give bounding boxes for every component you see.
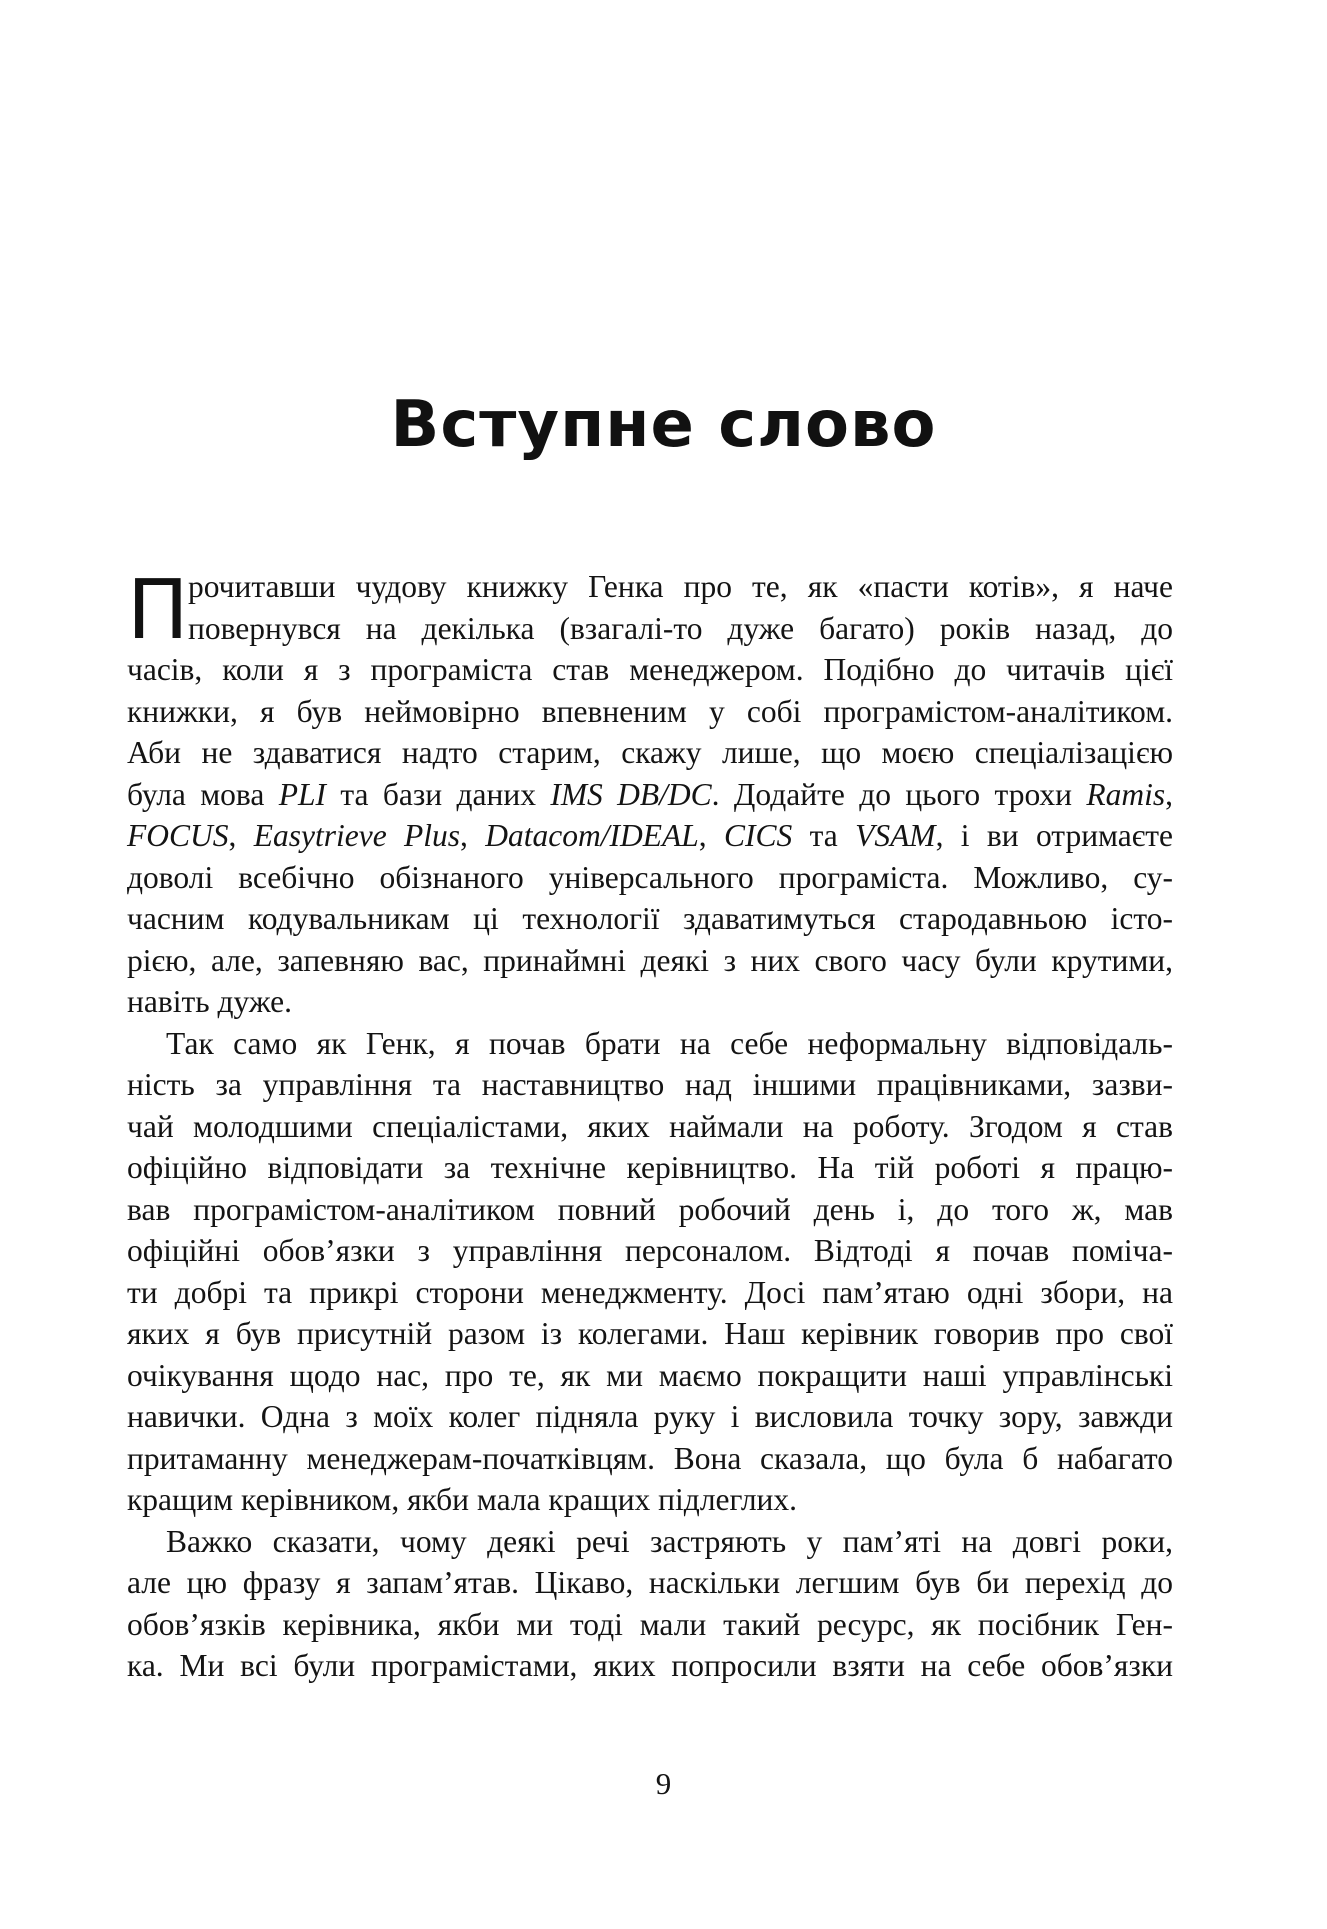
text-line: але цю фразу я запам’ятав. Цікаво, наскільки легшим був би перехід до <box>127 1565 1173 1600</box>
text-line: навіть дуже. <box>127 984 293 1019</box>
italic-term: Easytrieve Plus <box>253 818 461 853</box>
text-line: офіційні обов’язки з управління персоналом. Відтоді я почав поміча- <box>127 1233 1173 1268</box>
text-line: ність за управління та наставництво над іншими працівниками, зазви- <box>127 1067 1173 1102</box>
italic-term: IMS DB/DC <box>550 776 712 812</box>
paragraph-3 <box>127 1521 1173 1687</box>
italic-term: PLI <box>278 776 326 812</box>
text-line: Так само як Генк, я почав брати на себе неформальну відповідаль- <box>166 1025 1173 1061</box>
text-line: ка. Ми всі були програмістами, яких попросили взяти на себе обов’язки <box>127 1648 1173 1683</box>
text-line: повернувся на декілька (взагалі-то дуже багато) років назад, до <box>188 610 1173 646</box>
text-line: доволі всебічно обізнаного універсального програміста. Можливо, су- <box>127 859 1173 895</box>
page-number: 9 <box>655 1766 672 1801</box>
text-line: часним кодувальникам ці технології здаватимуться стародавньою істо- <box>127 901 1173 936</box>
text-line: навички. Одна з моїх колег підняла руку і висловила точку зору, завжди <box>127 1399 1173 1434</box>
italic-term: CICS <box>723 818 793 853</box>
chapter-title: Вступне слово <box>390 388 937 462</box>
text-line: була мова PLI та бази даних IMS DB/DC. Додайте до цього трохи Ramis, <box>127 776 1173 812</box>
text-line: книжки, я був неймовірно впевненим у собі програмістом-аналітиком. <box>127 693 1173 729</box>
text-line: чай молодшими спеціалістами, яких наймали на роботу. Згодом я став <box>127 1108 1173 1144</box>
italic-term: VSAM <box>855 818 936 853</box>
text-line: ти добрі та прикрі сторони менеджменту. Досі пам’ятаю одні збори, на <box>127 1274 1173 1310</box>
paragraph-1 <box>127 563 1174 1023</box>
text-line: рочитавши чудову книжку Генка про те, як «пасти котів», я наче <box>188 569 1173 604</box>
text-line: притаманну менеджерам-початківцям. Вона сказала, що була б набагато <box>127 1440 1173 1476</box>
text-line: офіційно відповідати за технічне керівництво. На тій роботі я працю- <box>127 1150 1173 1185</box>
text-line: кращим керівником, якби мала кращих підлеглих. <box>127 1482 798 1517</box>
text-line: очікування щодо нас, про те, як ми маємо покращити наші управлінські <box>127 1357 1173 1393</box>
drop-cap: П <box>127 563 189 658</box>
paragraph-2 <box>127 1023 1173 1521</box>
text-line: часів, коли я з програміста став менеджером. Подібно до читачів цієї <box>127 652 1173 687</box>
text-line: Аби не здаватися надто старим, скажу лише, що моєю спеціалізацією <box>127 735 1173 770</box>
text-line: вав програмістом-аналітиком повний робочий день і, до того ж, мав <box>127 1191 1173 1227</box>
text-line: рією, але, запевняю вас, принаймні деякі з них свого часу були крутими, <box>127 942 1173 978</box>
italic-term: Datacom/IDEAL <box>485 818 699 853</box>
text-line: FOCUS, Easytrieve Plus, Datacom/IDEAL, CICS та VSAM, і ви отримаєте <box>127 818 1174 853</box>
text-line: Важко сказати, чому деякі речі застряють у пам’яті на довгі роки, <box>166 1523 1173 1559</box>
text-line: обов’язків керівника, якби ми тоді мали такий ресурс, як посібник Ген- <box>127 1606 1173 1642</box>
italic-term: Ramis <box>1086 776 1166 812</box>
text-line: яких я був присутній разом із колегами. Наш керівник говорив про свої <box>127 1316 1173 1351</box>
body-text <box>127 563 1174 1687</box>
italic-term: FOCUS <box>127 818 229 853</box>
